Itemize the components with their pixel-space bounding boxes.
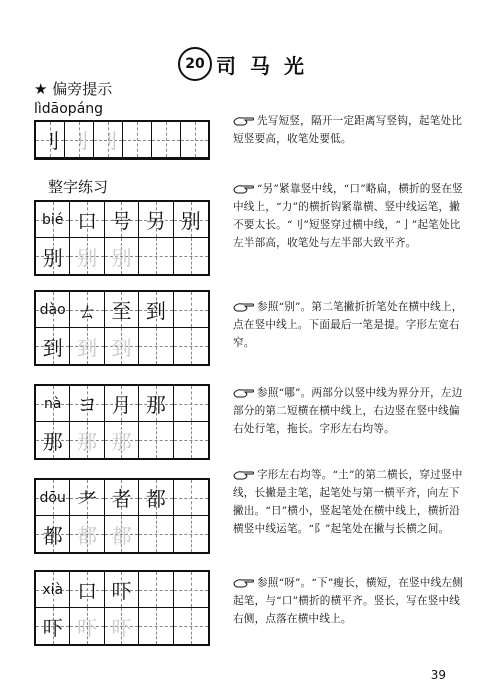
stroke-step: 吓 (111, 579, 132, 603)
stroke-step: ㄊ (77, 299, 98, 323)
char-pinyin: nà (43, 395, 62, 412)
practice-grid (34, 570, 210, 646)
note-dou: 字形左右均等。“土”的第二横长，穿过竖中线，长撇是主笔，起笔处与第一横平齐，向左下撇出。“日”横小，竖起笔处在横中线上，横折沿横竖中线运笔。“阝”起笔处在撇与长横之间。 (233, 469, 463, 535)
trace-char: 到 (77, 335, 98, 360)
stroke-step: 别 (180, 209, 201, 233)
trace-char (174, 516, 208, 552)
radical-cell (181, 122, 208, 157)
page-number: 39 (430, 668, 446, 682)
star-icon: ★ (34, 80, 48, 98)
trace-char (174, 422, 208, 458)
radical-hint-heading (34, 78, 112, 99)
lesson-number: 20 (178, 47, 212, 81)
stroke-step: 到 (145, 299, 166, 323)
stroke-step: 者 (111, 487, 132, 511)
char-pinyin: dōu (39, 489, 66, 506)
trace-char: 别 (77, 245, 98, 270)
note-xia: 参照“呀”。“下”瘦长，横短，在竖中线左侧起笔，与“口”横折的横平齐。竖长，写在竖中线右侧，点落在横中线上。 (233, 577, 463, 625)
practice-grid (34, 290, 210, 366)
stroke-step: 都 (145, 487, 166, 511)
pointing-hand-icon (233, 387, 255, 399)
trace-char (139, 238, 172, 274)
practice-grid (34, 478, 210, 554)
stroke-step: 口 (77, 209, 98, 233)
trace-char: 都 (77, 523, 98, 548)
stroke-step (174, 572, 208, 607)
stroke-step (174, 386, 208, 421)
pointing-hand-icon (233, 577, 255, 589)
practice-grid (34, 200, 210, 276)
trace-char: 到 (111, 335, 132, 360)
stroke-step: 月 (111, 393, 132, 417)
radical-hint-title: 偏旁提示 (52, 80, 113, 98)
radical-cell (152, 122, 180, 157)
model-char: 别 (42, 245, 63, 270)
stroke-step: 至 (111, 299, 132, 323)
pointing-hand-icon (233, 469, 255, 481)
pointing-hand-icon (233, 183, 255, 195)
radical-cell (123, 122, 151, 157)
whole-char-practice-heading: 整字练习 (48, 178, 109, 196)
lesson-title: 司马光 (216, 54, 318, 78)
trace-char (139, 516, 172, 552)
radical-cell: 刂 (98, 129, 118, 153)
char-pinyin: dào (39, 301, 66, 318)
trace-char (174, 328, 208, 364)
trace-char: 别 (111, 245, 132, 270)
stroke-step: 那 (145, 393, 166, 417)
stroke-step: 号 (111, 209, 132, 233)
note-na: 参照“哪”。两部分以竖中线为界分开，左边部分的第二短横在横中线上，右边竖在竖中线偏右处行笔，拖长。字形左右均等。 (233, 387, 463, 435)
note-radical: 先写短竖，隔开一定距离写竖钩，起笔处比短竖要高，收笔处要低。 (233, 115, 463, 145)
stroke-step (174, 480, 208, 515)
model-char: 都 (42, 523, 63, 548)
practice-grid (34, 384, 210, 460)
radical-grid (34, 120, 210, 160)
model-char: 到 (42, 335, 63, 360)
trace-char: 那 (111, 429, 132, 454)
model-char: 那 (42, 429, 63, 454)
stroke-step (139, 572, 172, 607)
stroke-step (174, 292, 208, 327)
trace-char: 那 (77, 429, 98, 454)
trace-char: 吓 (111, 615, 132, 640)
radical-cell: 刂 (69, 129, 89, 153)
stroke-step: 耂 (77, 487, 98, 511)
radical-pinyin: lìdāopáng (34, 101, 104, 117)
note-dao: 参照“别”。第二笔撇折折笔处在横中线上，点在竖中线上。下面最后一笔是提。字形左宽右窄。 (233, 301, 463, 349)
char-pinyin: bié (42, 211, 64, 228)
trace-char (139, 422, 172, 458)
pointing-hand-icon (233, 115, 255, 127)
trace-char (174, 608, 208, 644)
stroke-step: 口 (77, 579, 98, 603)
stroke-step: 另 (145, 209, 166, 233)
radical-cell: 刂 (40, 129, 60, 153)
model-char: 吓 (42, 615, 63, 640)
trace-char: 吓 (77, 615, 98, 640)
trace-char: 都 (111, 523, 132, 548)
trace-char (174, 238, 208, 274)
stroke-step: ヨ (77, 393, 98, 417)
trace-char (139, 608, 172, 644)
trace-char (139, 328, 172, 364)
char-pinyin: xià (42, 581, 64, 598)
pointing-hand-icon (233, 301, 255, 313)
note-bie: “另”紧靠竖中线，“口”略扁，横折的竖在竖中线上，“力”的横折钩紧靠横、竖中线运笔，撇不要太长。“刂”短竖穿过横中线，“亅”起笔处比左半部高，收笔处与左半部大致平齐。 (233, 183, 463, 249)
